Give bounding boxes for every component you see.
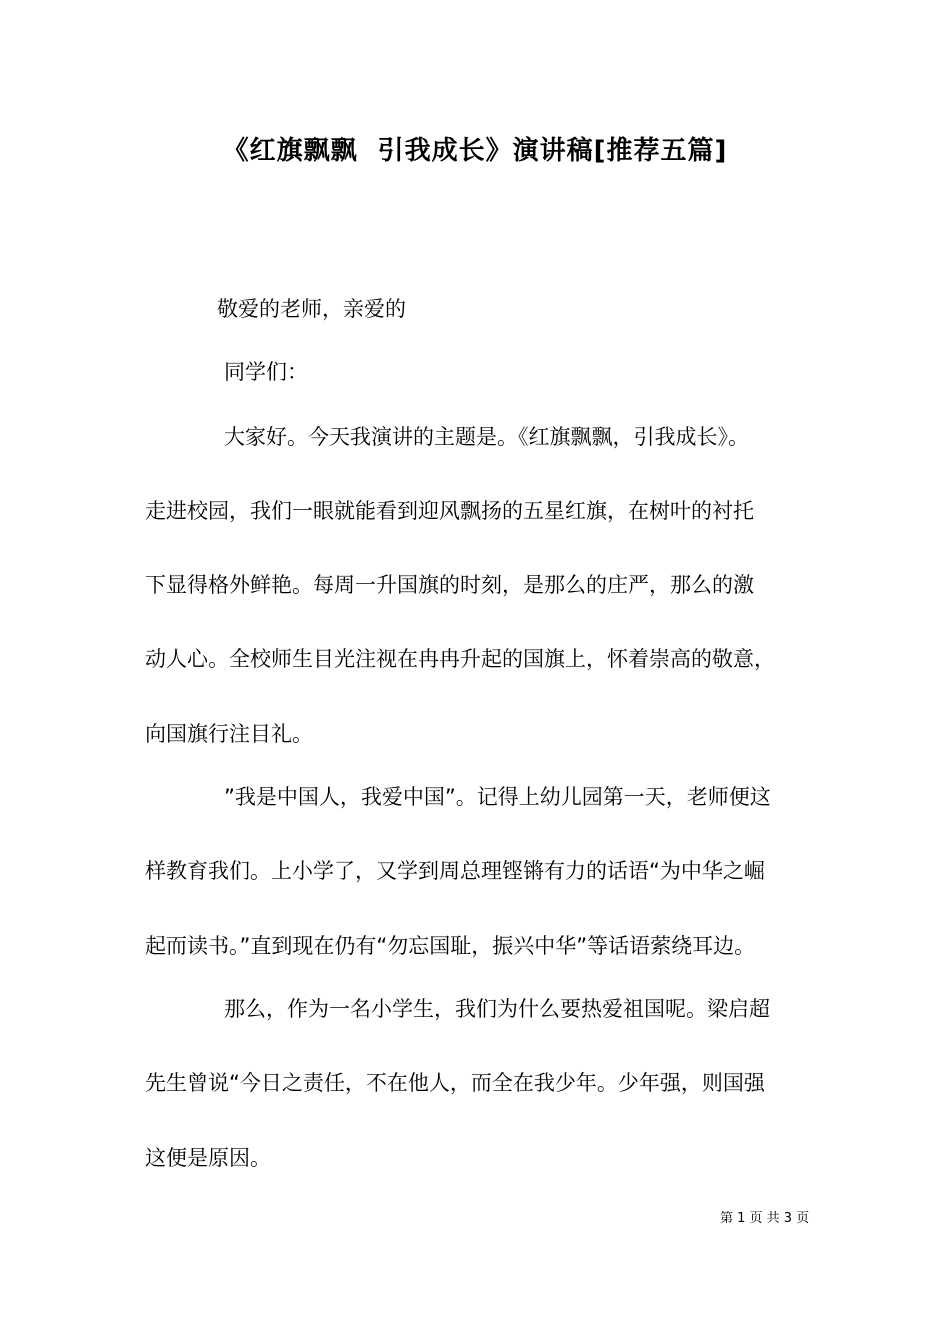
paragraph-line: 同学们： [224, 360, 308, 384]
paragraph-line: 这便是原因。 [145, 1146, 271, 1170]
paragraph-line: 那么，作为一名小学生，我们为什么要热爱祖国呢。梁启超 [224, 997, 770, 1021]
paragraph-line: 敬爱的老师，亲爱的 [217, 297, 406, 321]
paragraph-line: 先生曾说“今日之责任，不在他人，而全在我少年。少年强，则国强 [145, 1071, 765, 1095]
paragraph-line: ”我是中国人，我爱中国”。记得上幼儿园第一天，老师便这 [224, 785, 771, 809]
document-title: 《红旗飘飘 引我成长》演讲稿[推荐五篇] [222, 136, 728, 166]
paragraph-line: 向国旗行注目礼。 [145, 722, 313, 746]
paragraph-line: 样教育我们。上小学了，又学到周总理铿锵有力的话语“为中华之崛 [145, 859, 765, 883]
paragraph-line: 大家好。今天我演讲的主题是。《红旗飘飘，引我成长》。 [224, 425, 749, 449]
paragraph-line: 走进校园，我们一眼就能看到迎风飘扬的五星红旗，在树叶的衬托 [145, 499, 754, 523]
paragraph-line: 动人心。全校师生目光注视在冉冉升起的国旗上，怀着崇高的敬意， [145, 647, 775, 671]
paragraph-line: 下显得格外鲜艳。每周一升国旗的时刻，是那么的庄严，那么的激 [145, 573, 754, 597]
page-number: 第 1 页 共 3 页 [720, 1211, 810, 1226]
paragraph-line: 起而读书。”直到现在仍有“勿忘国耻，振兴中华”等话语萦绕耳边。 [145, 934, 756, 958]
